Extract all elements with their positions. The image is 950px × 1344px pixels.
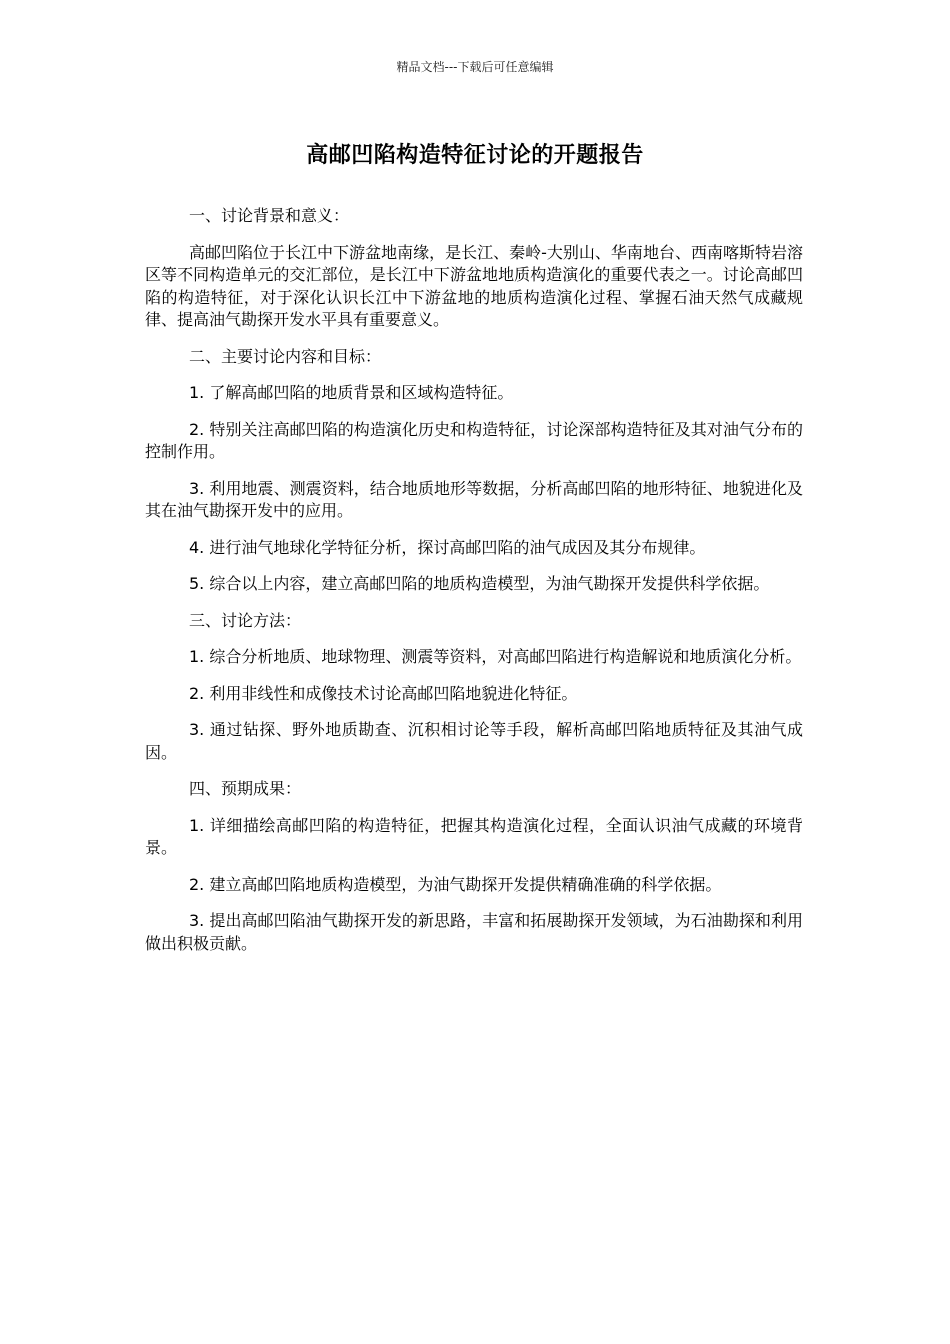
document-body [145,205,803,969]
section-heading-content: 二、主要讨论内容和目标： [189,346,382,366]
section-heading-background: 一、讨论背景和意义： [189,206,350,225]
list-item: 3. 利用地震、测震资料，结合地质地形等数据，分析高邮凹陷的地形特征、地貌进化及其在油气勘探开发中的应用。 [145,478,803,520]
list-item: 1. 详细描绘高邮凹陷的构造特征，把握其构造演化过程，全面认识油气成藏的环境背景。 [145,815,803,857]
list-item: 2. 建立高邮凹陷地质构造模型，为油气勘探开发提供精确准确的科学依据。 [189,874,722,894]
list-item: 4. 进行油气地球化学特征分析，探讨高邮凹陷的油气成因及其分布规律。 [189,537,706,557]
document-title: 高邮凹陷构造特征讨论的开题报告 [306,143,644,168]
list-item: 2. 特别关注高邮凹陷的构造演化历史和构造特征，讨论深部构造特征及其对油气分布的控制作用。 [145,419,803,461]
list-item: 2. 利用非线性和成像技术讨论高邮凹陷地貌进化特征。 [189,683,578,703]
section-heading-methods: 三、讨论方法： [189,610,302,630]
paragraph-background: 高邮凹陷位于长江中下游盆地南缘，是长江、秦岭-大别山、华南地台、西南喀斯特岩溶区等不同构造单元的交汇部位，是长江中下游盆地地质构造演化的重要代表之一。讨论高邮凹陷的构造特征，对于深化认识长江中下游盆地的地质构造演化过程、掌握石油天然气成藏规律、提高油气勘探开发水平具有重要意义。 [145,242,803,329]
list-item: 1. 综合分析地质、地球物理、测震等资料，对高邮凹陷进行构造解说和地质演化分析。 [189,647,802,666]
section-heading-results: 四、预期成果： [189,779,302,798]
page-header: 精品文档---下载后可任意编辑 [396,60,554,74]
list-item: 1. 了解高邮凹陷的地质背景和区域构造特征。 [189,383,514,402]
list-item: 3. 提出高邮凹陷油气勘探开发的新思路，丰富和拓展勘探开发领域，为石油勘探和利用做出积极贡献。 [145,911,803,953]
list-item: 3. 通过钻探、野外地质勘查、沉积相讨论等手段，解析高邮凹陷地质特征及其油气成因。 [145,720,803,762]
list-item: 5. 综合以上内容，建立高邮凹陷的地质构造模型，为油气勘探开发提供科学依据。 [189,574,770,593]
